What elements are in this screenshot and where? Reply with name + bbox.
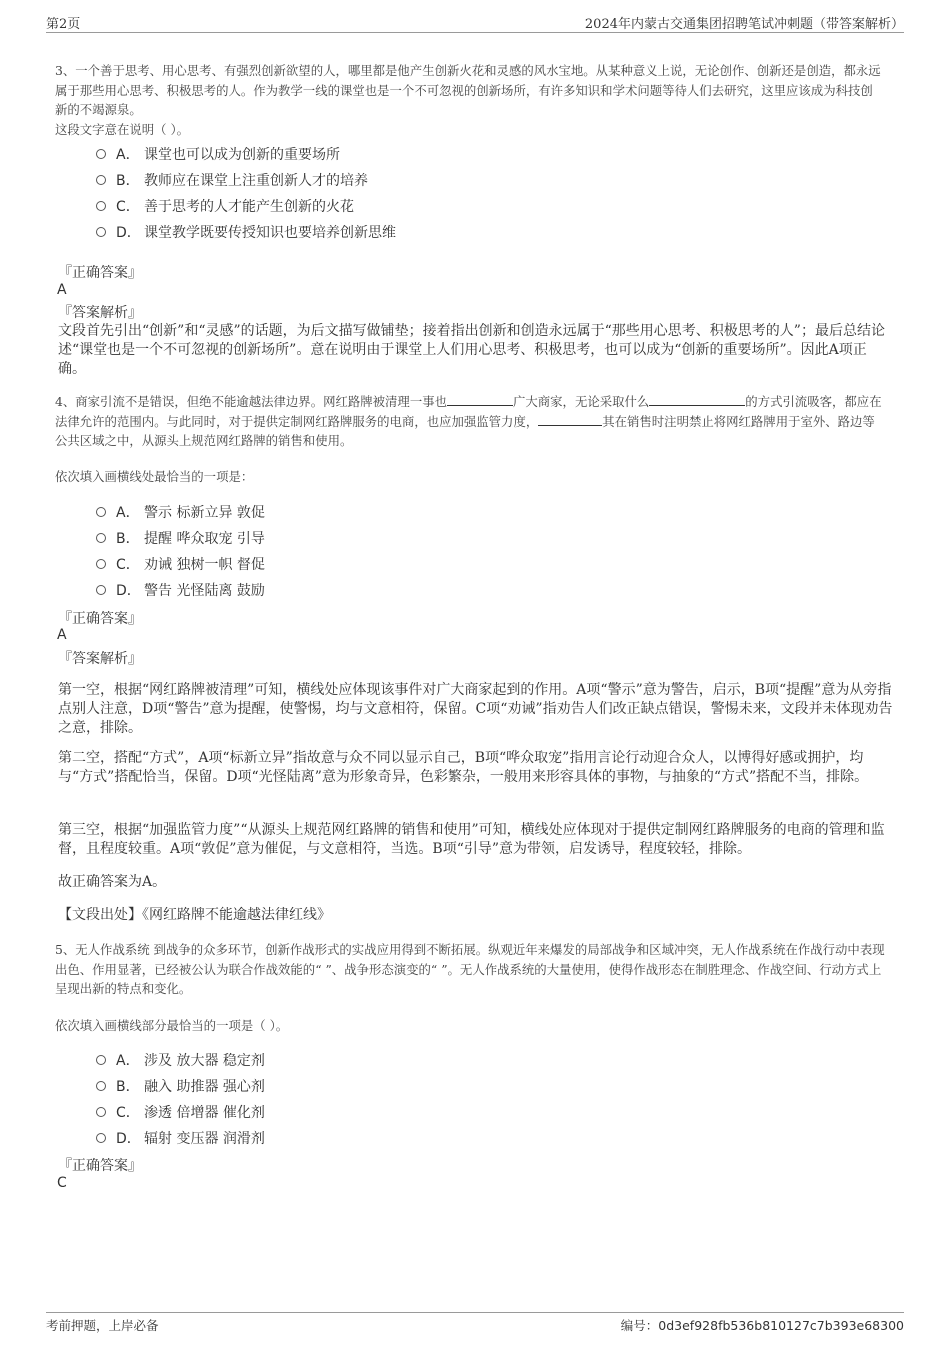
page-header [46, 12, 904, 33]
fill-blank-2 [649, 393, 745, 406]
q5-option-d[interactable]: D． 辐射 变压器 润滑剂 [96, 1128, 265, 1148]
q3-answer-label: 『正确答案』 [58, 265, 142, 281]
q5-answer-label: 『正确答案』 [58, 1158, 142, 1174]
radio-icon[interactable] [96, 201, 106, 211]
q3-option-c[interactable]: C． 善于思考的人才能产生创新的火花 [96, 196, 354, 216]
q4-source: 【文段出处】《网红路牌不能逾越法律红线》 [58, 907, 331, 923]
radio-icon[interactable] [96, 507, 106, 517]
q4-answer: A [57, 627, 67, 643]
q3-text: 3、一个善于思考、用心思考、有强烈创新欲望的人，哪里都是他产生创新火花和灵感的风水宝地。从某种意义上说，无论创作、创新还是创造，都永远属于那些用心思考、积极思考的人。作为教学一线的课堂也是一个不可忽视的创新场所，有许多知识和学术问题等待人们去研究，这里应该成为科技创新的不竭源泉。 [55, 63, 881, 117]
q5-text: 5、无人作战系统 到战争的众多环节，创新作战形式的实战应用得到不断拓展。纵观近年来爆发的局部战争和区域冲突，无人作战系统在作战行动中表现出色、作用显著，已经被公认为联合作战效能的“ ”、战争形态演变的“ ”。无人作战系统的大量使用，使得作战形态在制胜理念、作战空间、行动方式上呈现出新的特点和变化。 [55, 942, 885, 996]
q3-option-b[interactable]: B． 教师应在课堂上注重创新人才的培养 [96, 170, 368, 190]
page-footer [46, 1312, 904, 1333]
q5-answer: C [57, 1175, 67, 1191]
q4-option-a[interactable]: A． 警示 标新立异 敦促 [96, 502, 265, 522]
q4-analysis-p1: 第一空，根据“网红路牌被清理”可知，横线处应体现该事件对广大商家起到的作用。A项“警示”意为警告，启示，B项“提醒”意为从旁指点别人注意，D项“警告”意为提醒，使警惕，均与文意相符，保留。C项“劝诫”指劝告人们改正缺点错误，警惕未来，文段并未体现劝告之意，排除。 [58, 682, 893, 736]
q5-option-a[interactable]: A． 涉及 放大器 稳定剂 [96, 1050, 265, 1070]
q3-option-a[interactable]: A． 课堂也可以成为创新的重要场所 [96, 144, 340, 164]
fill-blank-3 [538, 413, 602, 426]
q4-option-b[interactable]: B． 提醒 哗众取宠 引导 [96, 528, 265, 548]
q4-answer-label: 『正确答案』 [58, 611, 142, 627]
q4-analysis-p4: 故正确答案为A。 [58, 874, 167, 890]
q4-option-c[interactable]: C． 劝诫 独树一帜 督促 [96, 554, 265, 574]
document-title: 2024年内蒙古交通集团招聘笔试冲刺题（带答案解析） [584, 17, 904, 32]
q3-answer: A [57, 282, 67, 298]
q4-text: 4、商家引流不是错误，但绝不能逾越法律边界。网红路牌被清理一事也 广大商家，无论采取什么 的方式引流吸客，都应在法律允许的范围内。与此同时，对于提供定制网红路牌服务的电商，也应加强监管力度， 其在销售时注明禁止将网红路牌用于室外、路边等公共区域之中，从源头上规范网红路牌的销售和使用。 [55, 394, 882, 448]
q5-option-c[interactable]: C． 渗透 倍增器 催化剂 [96, 1102, 265, 1122]
q3-option-d[interactable]: D． 课堂教学既要传授知识也要培养创新思维 [96, 222, 396, 242]
radio-icon[interactable] [96, 1133, 106, 1143]
radio-icon[interactable] [96, 585, 106, 595]
footer-slogan: 考前押题，上岸必备 [46, 1318, 159, 1333]
radio-icon[interactable] [96, 149, 106, 159]
radio-icon[interactable] [96, 227, 106, 237]
radio-icon[interactable] [96, 559, 106, 569]
fill-blank-1 [447, 393, 513, 406]
radio-icon[interactable] [96, 1107, 106, 1117]
page-number: 第2页 [46, 17, 81, 32]
q5-stem: 依次填入画横线部分最恰当的一项是（ ）。 [55, 1018, 289, 1033]
radio-icon[interactable] [96, 1055, 106, 1065]
q3-stem: 这段文字意在说明（ ）。 [55, 122, 190, 137]
q4-analysis-label: 『答案解析』 [58, 651, 142, 667]
q3-analysis-label: 『答案解析』 [58, 305, 142, 321]
q5-option-b[interactable]: B． 融入 助推器 强心剂 [96, 1076, 265, 1096]
q4-stem: 依次填入画横线处最恰当的一项是： [55, 469, 254, 484]
radio-icon[interactable] [96, 175, 106, 185]
document-code: 编号：0d3ef928fb536b810127c7b393e68300 [620, 1318, 904, 1333]
q4-analysis-p3: 第三空，根据“加强监管力度”“从源头上规范网红路牌的销售和使用”可知，横线处应体现对于提供定制网红路牌服务的电商的管理和监督，且程度较重。A项“敦促”意为催促，与文意相符，当选。B项“引导”意为带领，启发诱导，程度较轻，排除。 [58, 822, 885, 857]
q4-analysis-p2: 第二空，搭配“方式”，A项“标新立异”指故意与众不同以显示自己，B项“哗众取宠”指用言论行动迎合众人，以博得好感或拥护，均与“方式”搭配恰当，保留。D项“光怪陆离”意为形象奇异，色彩繁杂，一般用来形容具体的事物，与抽象的“方式”搭配不当，排除。 [58, 750, 869, 785]
q3-analysis: 文段首先引出“创新”和“灵感”的话题，为后文描写做铺垫；接着指出创新和创造永远属于“那些用心思考、积极思考的人”；最后总结论述“课堂也是一个不可忽视的创新场所”。意在说明由于课堂上人们用心思考、积极思考，也可以成为“创新的重要场所”。因此A项正确。 [58, 323, 885, 377]
radio-icon[interactable] [96, 1081, 106, 1091]
q4-option-d[interactable]: D． 警告 光怪陆离 鼓励 [96, 580, 265, 600]
radio-icon[interactable] [96, 533, 106, 543]
